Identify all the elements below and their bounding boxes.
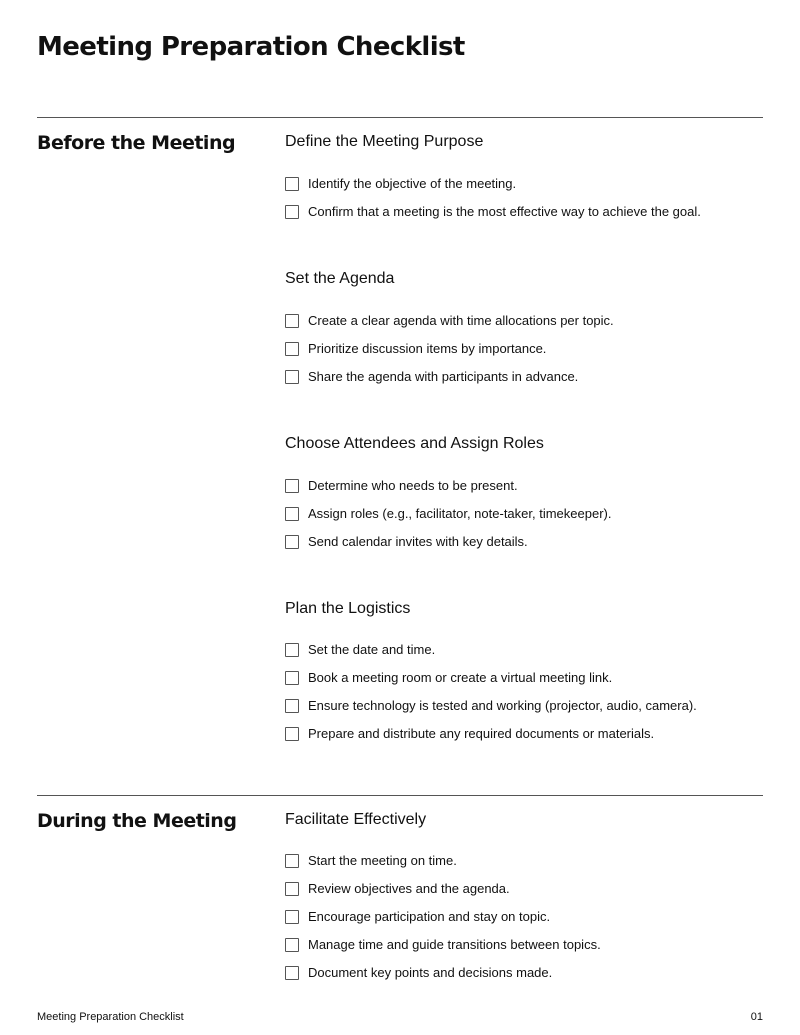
checklist-item[interactable]: [285, 504, 611, 524]
checklist-item-label: Share the agenda with participants in advance.: [308, 369, 579, 384]
checklist-item[interactable]: [285, 724, 654, 744]
checkbox[interactable]: [285, 643, 299, 657]
checklist-item[interactable]: [285, 640, 435, 660]
checklist-item[interactable]: [285, 339, 546, 359]
section-during-meeting: [37, 795, 763, 996]
checklist-item[interactable]: [285, 696, 697, 716]
footer-title: Meeting Preparation Checklist: [37, 1011, 184, 1023]
checklist-item[interactable]: [285, 532, 528, 552]
checkbox[interactable]: [285, 966, 299, 980]
checklist-item-label: Encourage participation and stay on topic.: [308, 909, 551, 924]
checklist-item-label: Send calendar invites with key details.: [308, 534, 528, 549]
subsection-title-facilitate: Facilitate Effectively: [285, 811, 427, 828]
checklist-item[interactable]: [285, 668, 612, 688]
checklist-item[interactable]: [285, 879, 510, 899]
checkbox[interactable]: [285, 727, 299, 741]
checklist-item[interactable]: [285, 476, 518, 496]
checklist-item-label: Prepare and distribute any required documents or materials.: [308, 726, 655, 741]
section-heading: During the Meeting: [37, 810, 237, 832]
checklist-item[interactable]: [285, 202, 701, 222]
subsection-title-define-purpose: Define the Meeting Purpose: [285, 133, 484, 150]
checkbox[interactable]: [285, 882, 299, 896]
subsection-title-choose-attendees: Choose Attendees and Assign Roles: [285, 435, 544, 452]
checkbox[interactable]: [285, 854, 299, 868]
checklist-item[interactable]: [285, 935, 601, 955]
checkbox[interactable]: [285, 535, 299, 549]
checkbox[interactable]: [285, 910, 299, 924]
checklist-item[interactable]: [285, 174, 516, 194]
checklist-item-label: Document key points and decisions made.: [308, 965, 553, 980]
checkbox[interactable]: [285, 342, 299, 356]
checkbox[interactable]: [285, 671, 299, 685]
checkbox[interactable]: [285, 938, 299, 952]
checklist-item-label: Confirm that a meeting is the most effective way to achieve the goal.: [308, 204, 701, 219]
section-before-meeting: [37, 117, 763, 788]
checklist-item-label: Ensure technology is tested and working (projector, audio, camera).: [308, 698, 697, 713]
checklist-item[interactable]: [285, 851, 457, 871]
checklist-item-label: Set the date and time.: [308, 642, 436, 657]
checklist-item-label: Book a meeting room or create a virtual meeting link.: [308, 670, 613, 685]
subsection-title-set-agenda: Set the Agenda: [285, 270, 395, 287]
checklist-item[interactable]: [285, 367, 578, 387]
checkbox[interactable]: [285, 370, 299, 384]
checkbox[interactable]: [285, 177, 299, 191]
checklist-item-label: Review objectives and the agenda.: [308, 881, 510, 896]
checklist-item-label: Start the meeting on time.: [308, 853, 457, 868]
checklist-item[interactable]: [285, 311, 614, 331]
page-title: Meeting Preparation Checklist: [37, 32, 465, 62]
checklist-item-label: Prioritize discussion items by importance.: [308, 341, 547, 356]
page-number: 01: [750, 1011, 763, 1023]
checklist-item-label: Create a clear agenda with time allocations per topic.: [308, 313, 614, 328]
checklist-item[interactable]: [285, 963, 552, 983]
checklist-item-label: Manage time and guide transitions between topics.: [308, 937, 601, 952]
section-heading: Before the Meeting: [37, 132, 236, 154]
checkbox[interactable]: [285, 507, 299, 521]
checklist-item-label: Determine who needs to be present.: [308, 478, 518, 493]
checklist-item-label: Identify the objective of the meeting.: [308, 176, 517, 191]
checkbox[interactable]: [285, 314, 299, 328]
subsection-title-plan-logistics: Plan the Logistics: [285, 600, 411, 617]
checklist-item[interactable]: [285, 907, 550, 927]
checklist-item-label: Assign roles (e.g., facilitator, note-taker, timekeeper).: [308, 506, 612, 521]
checkbox[interactable]: [285, 479, 299, 493]
checkbox[interactable]: [285, 205, 299, 219]
checkbox[interactable]: [285, 699, 299, 713]
